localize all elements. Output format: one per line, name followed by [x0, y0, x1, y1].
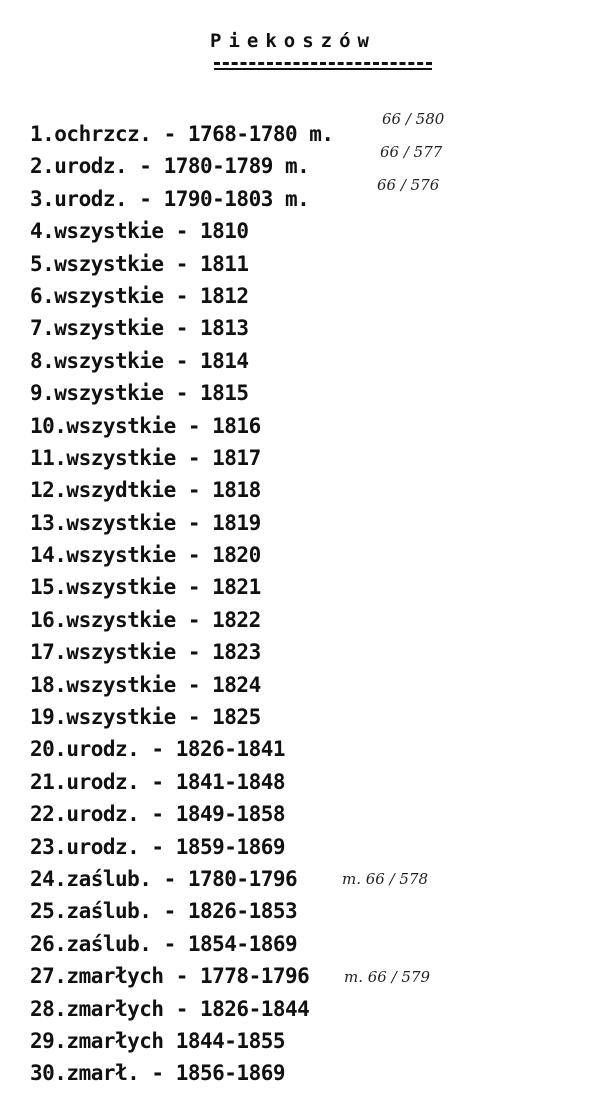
- list-item: 5.wszystkie - 1811: [30, 251, 249, 276]
- title-underline-dashed: [214, 62, 432, 65]
- list-item: 30.zmarł. - 1856-1869: [30, 1061, 286, 1086]
- list-item: 13.wszystkie - 1819: [30, 510, 261, 535]
- page-title: Piekoszów: [210, 30, 376, 52]
- list-item: 12.wszydtkie - 1818: [30, 478, 261, 503]
- list-item: 19.wszystkie - 1825: [30, 705, 261, 730]
- list-item: 25.zaślub. - 1826-1853: [30, 899, 298, 924]
- list-item: 3.urodz. - 1790-1803 m.: [30, 186, 310, 211]
- list-item: 22.urodz. - 1849-1858: [30, 802, 286, 827]
- handwritten-note: 66 / 580: [382, 110, 445, 128]
- list-item: 29.zmarłych 1844-1855: [30, 1028, 286, 1053]
- list-item: 16.wszystkie - 1822: [30, 607, 261, 632]
- register-list: [30, 118, 334, 1090]
- list-item: 28.zmarłych - 1826-1844: [30, 996, 310, 1021]
- list-item: 1.ochrzcz. - 1768-1780 m.: [30, 122, 334, 146]
- list-item: 10.wszystkie - 1816: [30, 413, 261, 438]
- handwritten-note: m. 66 / 579: [344, 968, 431, 986]
- list-item: 9.wszystkie - 1815: [30, 381, 249, 406]
- list-item: 11.wszystkie - 1817: [30, 445, 261, 470]
- list-item: 15.wszystkie - 1821: [30, 575, 261, 600]
- list-item: 7.wszystkie - 1813: [30, 316, 249, 341]
- list-item: 23.urodz. - 1859-1869: [30, 834, 286, 859]
- list-item: 21.urodz. - 1841-1848: [30, 769, 286, 794]
- list-item: 17.wszystkie - 1823: [30, 640, 261, 665]
- list-item: 6.wszystkie - 1812: [30, 283, 249, 308]
- list-item: 14.wszystkie - 1820: [30, 543, 261, 568]
- handwritten-note: 66 / 576: [377, 176, 440, 194]
- handwritten-note: 66 / 577: [380, 143, 443, 161]
- list-item: 18.wszystkie - 1824: [30, 672, 261, 697]
- title-underline: [214, 68, 432, 70]
- handwritten-note: m. 66 / 578: [342, 870, 429, 888]
- list-item: 27.zmarłych - 1778-1796: [30, 964, 310, 989]
- list-item: 4.wszystkie - 1810: [30, 219, 249, 244]
- list-item: 24.zaślub. - 1780-1796: [30, 866, 298, 891]
- list-item: 26.zaślub. - 1854-1869: [30, 931, 298, 956]
- list-item: 20.urodz. - 1826-1841: [30, 737, 286, 762]
- list-item: 2.urodz. - 1780-1789 m.: [30, 154, 310, 179]
- list-item: 8.wszystkie - 1814: [30, 348, 249, 373]
